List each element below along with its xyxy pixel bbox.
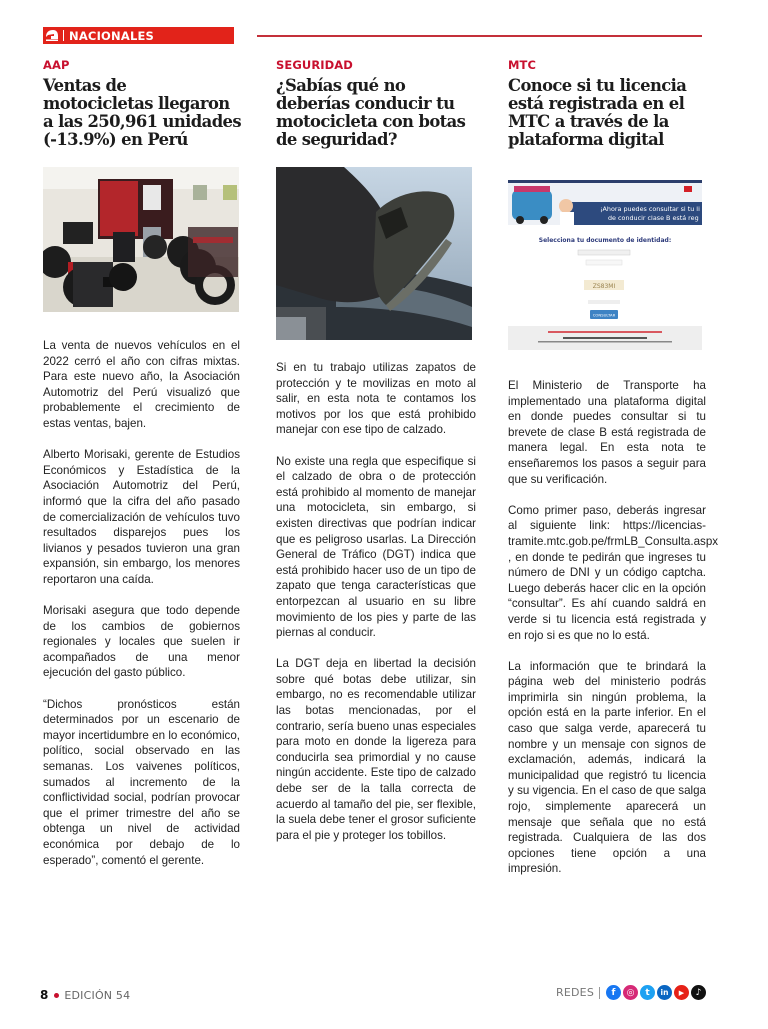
mtc-website-screenshot [508, 180, 702, 350]
instagram-icon[interactable]: ◎ [623, 985, 638, 1000]
paragraph: La venta de nuevos vehículos en el 2022 cerró el año con cifras mixtas. Para este nuevo año, la Asociación Automotriz del Perú visualizó que probablemente el crecimiento de estas ventas, bajen. [43, 339, 240, 430]
mtc-captcha: ZS83MI [592, 283, 616, 290]
divider [63, 30, 64, 41]
twitter-icon[interactable]: t [640, 985, 655, 1000]
motorcycle-showroom-photo [43, 167, 239, 317]
article-headline[interactable]: ¿Sabías qué no deberías conducir tu motocicleta con botas de seguridad? [276, 76, 466, 149]
redes-label: REDES [556, 986, 594, 999]
paragraph: Como primer paso, deberás ingresar al siguiente link: https://licencias-tramite.mtc.gob.pe/frmLB_Consulta.aspx , en donde te pedirán que ingreses tu número de DNI y un código captcha. Luego deberás hacer clic en la opción “consultar”. Es ahí cuando saldrá en verde si tu licencia está registrada y en rojo si es que no lo está. [508, 503, 719, 642]
paragraph: Alberto Morisaki, gerente de Estudios Económicos y Estadística de la Asociación Automotriz del Perú, informó que la cifra del año pasado de comercialización de vehículos tuvo resultados disparejos pues los livianos y pesados tuvieron una gran expansión, sin embargo, los menores reportaron una caída. [43, 448, 240, 586]
tiktok-icon[interactable]: ♪ [691, 985, 706, 1000]
paragraph: Morisaki asegura que todo depende de los cambios de gobiernos regionales y locales que suelen ir acompañados de una menor ejecución del gasto público. [43, 604, 240, 680]
boot-on-motorcycle-photo [276, 167, 472, 340]
mtc-banner-line1: ¡Ahora puedes consultar si tu li [600, 205, 700, 213]
article-kicker: SEGURIDAD [276, 58, 353, 72]
social-links [556, 985, 706, 1000]
edition-label: EDICIÓN 54 [64, 988, 131, 1002]
paragraph: La DGT deja en libertad la decisión sobre qué botas debe utilizar, sin embargo, no es recomendable utilizar las botas mencionadas, por el contrario, sería bueno unas especiales para moto en donde la ligereza para conducirla sea primordial y no cause ningún accidente. Este tipo de calzado debe ser de la talla correcta de acuerdo al tamaño del pie, ser flexible, la suela debe tener el grosor suficiente para el pie y proteger los tobillos. [276, 657, 476, 842]
article-seguridad [276, 58, 476, 149]
paragraph: El Ministerio de Transporte ha implementado una plataforma digital en donde puedes consultar si tu brevete de clase B está registrada de manera legal. En esta nota te enseñaremos los pasos a seguir para que su verificación. [508, 379, 706, 486]
page-footer [40, 988, 130, 1002]
paragraph: La información que te brindará la página web del ministerio podrás imprimirla sin ningún problema, la opción está en la parte inferior. En el caso que salga verde, aparecerá tu nombre y un mensaje con signos de exclamación, además, indicará la municipalidad que registró tu licencia y su vigencia. En el caso de que salga rojo, simplemente aparecerá un mensaje que señala que no está registrada. Cualquiera de las dos opciones tiene opción a una impresión. [508, 659, 706, 876]
paragraph: No existe una regla que especifique si el calzado de obra o de protección está prohibido al momento de manejar una motocicleta, sin embargo, si existen directivas que podrían indicar que es peligroso usarlas. La Dirección General de Tráfico (DGT) indica que está prohibido hacer uso de un tipo de zapato que tenga características que entorpezcan al usuario en su libre movimiento de los pies y parte de las piernas al conducir. [276, 454, 476, 640]
bullet-dot [54, 993, 59, 998]
helmet-icon [45, 29, 59, 42]
paragraph: “Dichos pronósticos están determinados por un escenario de mayor incertidumbre en lo económico, político, social observado en las semanas. Los vaivenes políticos, sumados al incremento de la conflictividad social, podrían provocar que el primer trimestre del año se obtenga un nivel de actividad económica por debajo de lo esperado”, comentó el gerente. [43, 697, 240, 867]
facebook-icon[interactable]: f [606, 985, 621, 1000]
article-kicker: MTC [508, 58, 537, 72]
article-body [276, 360, 476, 859]
divider [599, 987, 600, 999]
mtc-consultar-button: CONSULTAR [592, 312, 616, 318]
youtube-icon[interactable]: ▶ [674, 985, 689, 1000]
article-headline[interactable]: Conoce si tu licencia está registrada en el MTC a través de la plataforma digital [508, 76, 687, 149]
article-aap [43, 58, 241, 149]
mtc-prompt: Selecciona tu documento de identidad: [538, 237, 672, 244]
header-rule [257, 35, 702, 37]
section-header [43, 27, 234, 44]
mtc-banner-line2: de conducir clase B está reg [608, 214, 699, 222]
paragraph: Si en tu trabajo utilizas zapatos de protección y te movilizas en moto al salir, en esta nota te contamos los motivos por los que está prohibido manejar con ese tipo de calzado. [276, 361, 476, 437]
article-body [508, 378, 719, 893]
article-body [43, 338, 240, 884]
article-headline[interactable]: Ventas de motocicletas llegaron a las 250,961 unidades (-13.9%) en Perú [43, 76, 242, 149]
section-label: NACIONALES [69, 28, 155, 43]
article-kicker: AAP [43, 58, 70, 72]
linkedin-icon[interactable]: in [657, 985, 672, 1000]
article-mtc [508, 58, 706, 149]
page-number: 8 [40, 988, 49, 1002]
